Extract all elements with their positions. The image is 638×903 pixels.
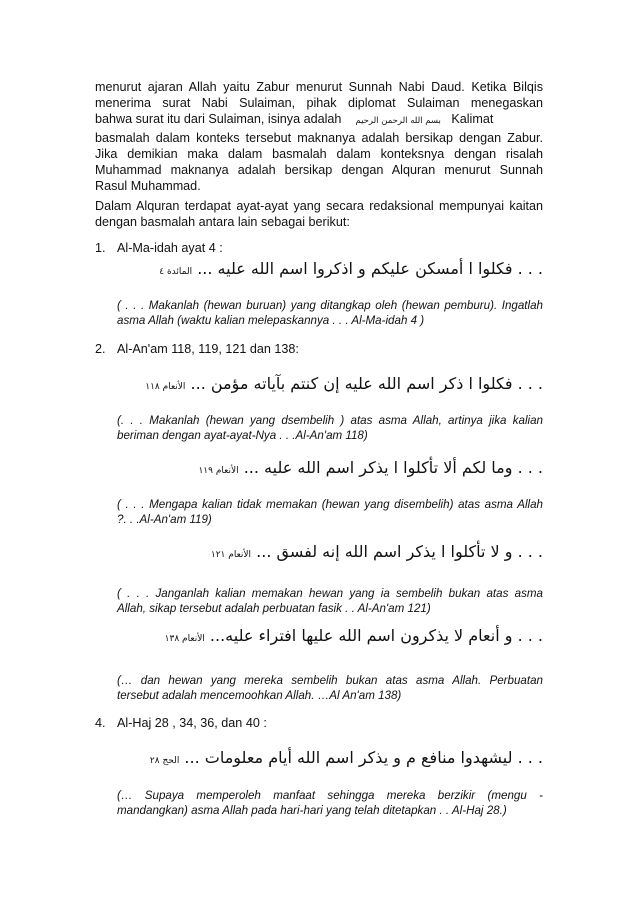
arabic-verse [145,373,543,398]
arabic-verse-text: . . . وما لكم ألا تأكلوا ا يذكر اسم الله عليه ... [243,458,543,477]
verse-reference: الأنعام ١٢١ [210,550,252,560]
translation-line: ( . . . Makanlah (hewan buruan) yang ditangkap oleh (hewan pemburu). Ingatlah [117,299,543,312]
section-heading [95,240,223,256]
intro-line-text: bahwa surat itu dari Sulaiman, isinya adalah [95,112,342,127]
translation-line: asma Allah (waktu kalian melepaskannya . . . Al-Ma-idah 4 ) [117,314,425,327]
verse-reference: الأنعام ١١٩ [198,466,239,476]
section-heading [95,341,299,357]
arabic-verse-text: . . . و لا تأكلوا ا يذكر اسم الله إنه لفسق ... [256,542,543,561]
arabic-verse-text: . . . فكلوا ا ذكر اسم الله عليه إن كنتم بآياته مؤمن ... [190,374,543,393]
intro-line: basmalah dalam konteks tersebut maknanya adalah bersikap dengan Zabur. [95,130,543,145]
translation-line: Allah, sikap tersebut adalah perbuatan fasik . . Al-An'am 121) [117,602,431,615]
section-number: 4. [95,716,106,730]
lead-paragraph [95,198,543,230]
translation-line: beriman dengan ayat-ayat-Nya . . .Al-An'am 118) [117,429,368,442]
verse-translation [117,788,543,818]
section-title: Al-Ma-idah ayat 4 : [117,241,223,255]
verse-translation [117,673,543,703]
arabic-verse [198,457,543,482]
verse-reference: الأنعام ١١٨ [145,382,186,392]
verse-translation [117,586,543,616]
lead-line: Dalam Alquran terdapat ayat-ayat yang secara redaksional mempunyai kaitan [95,199,543,213]
intro-line: Rasul Muhammad. [95,179,201,194]
intro-line-tail: Kalimat [451,112,494,127]
verse-translation [117,298,543,328]
arabic-verse [150,747,543,772]
arabic-verse-text: . . . فكلوا ا أمسكن عليكم و اذكروا اسم الله عليه ... [197,259,543,278]
translation-line: ( . . . Janganlah kalian memakan hewan yang ia sembelih bukan atas asma [117,587,543,600]
section-number: 1. [95,241,106,255]
verse-reference: الحج ٢٨ [149,756,180,766]
translation-line: (… Supaya memperoleh manfaat sehingga mereka berzikir (mengu - [117,789,543,802]
translation-line: (… dan hewan yang mereka sembelih bukan atas asma Allah. Perbuatan [117,674,543,687]
translation-line: ( . . . Mengapa kalian tidak memakan (hewan yang disembelih) atas asma Allah [117,498,543,511]
arabic-verse [159,258,543,283]
section-title: Al-An'am 118, 119, 121 dan 138: [117,342,299,356]
verse-reference: الأنعام ١٣٨ [164,634,205,644]
section-number: 2. [95,342,106,356]
lead-line: dengan basmalah antara lain sebagai berikut: [95,215,350,230]
intro-line: Jika demikian maka dalam basmalah dalam konteksnya dengan risalah [95,146,543,161]
intro-line: Muhammad maknanya adalah bersikap dengan Alquran menurut Sunnah [95,163,543,178]
verse-translation [117,413,543,443]
arabic-verse [211,541,543,566]
basmalah-arabic: بسم الله الرحمن الرحيم [355,116,441,127]
arabic-verse-text: . . . و أنعام لا يذكرون اسم الله عليها افتراء عليه... [209,626,543,645]
intro-paragraph [95,79,543,194]
verse-translation [117,497,543,527]
translation-line: ?. . .Al-An'am 119) [117,513,212,526]
translation-line: (. . . Makanlah (hewan yang dsembelih ) atas asma Allah, artinya jika kalian [117,414,543,427]
section-heading [95,715,267,731]
intro-line: menurut ajaran Allah yaitu Zabur menurut Sunnah Nabi Daud. Ketika Bilqis [95,80,543,94]
arabic-verse-text: . . . ليشهدوا منافع م و يذكر اسم الله أيام معلومات ... [184,748,543,767]
translation-line: mandangkan) asma Allah pada hari-hari yang telah ditetapkan . . Al-Haj 28.) [117,804,507,817]
translation-line: tersebut adalah mencemoohkan Allah. …Al An'am 138) [117,689,402,702]
verse-reference: المائدة ٤ [159,267,193,277]
intro-line: menerima surat Nabi Sulaiman, pihak diplomat Sulaiman menegaskan [95,96,543,111]
intro-line-basmalah [95,111,543,129]
section-title: Al-Haj 28 , 34, 36, dan 40 : [117,716,267,730]
arabic-verse [165,625,543,650]
